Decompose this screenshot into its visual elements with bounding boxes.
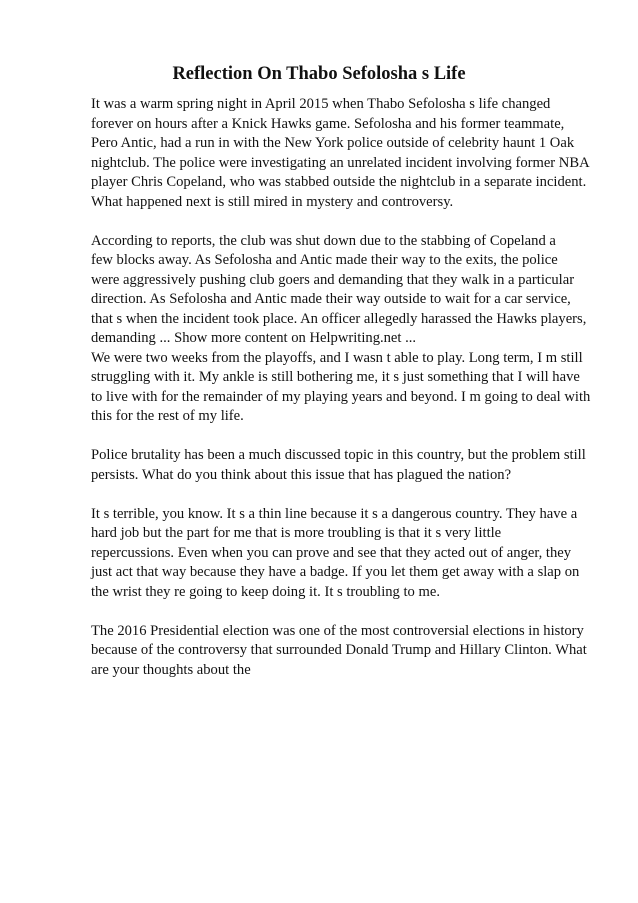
text-line: direction. As Sefolosha and Antic made their way outside to wait for a car service, (91, 291, 571, 307)
text-line: What happened next is still mired in mystery and controversy. (91, 193, 454, 210)
text-line: It was a warm spring night in April 2015 when Thabo Sefolosha s life changed (91, 96, 551, 112)
text-line: the wrist they re going to keep doing it. It s troubling to me. (91, 583, 440, 600)
document-title: Reflection On Thabo Sefolosha s Life (172, 64, 466, 84)
paragraph-4 (91, 446, 597, 485)
paragraph-5 (91, 505, 597, 603)
text-line: that s when the incident took place. An officer allegedly harassed the Hawks players, (91, 310, 587, 327)
text-line: repercussions. Even when you can prove and see that they acted out of anger, they (91, 544, 572, 561)
text-line: few blocks away. As Sefolosha and Antic made their way to the exits, the police (91, 252, 558, 268)
paragraph-2 (91, 232, 597, 349)
paragraph-3 (91, 349, 597, 427)
text-line: because of the controversy that surrounded Donald Trump and Hillary Clinton. What (91, 642, 587, 658)
text-line: Pero Antic, had a run in with the New York police outside of celebrity haunt 1 Oak (91, 135, 575, 151)
text-line: player Chris Copeland, who was stabbed outside the nightclub in a separate incident. (91, 174, 587, 190)
paragraph-6 (91, 622, 597, 681)
text-line: demanding ... Show more content on Helpwriting.net ... (91, 330, 417, 346)
text-line: to live with for the remainder of my playing years and beyond. I m going to deal with (91, 388, 591, 405)
document-body (91, 95, 597, 700)
text-line: were aggressively pushing club goers and demanding that they walk in a particular (91, 271, 575, 288)
text-line: According to reports, the club was shut down due to the stabbing of Copeland a (91, 232, 556, 249)
text-line: are your thoughts about the (91, 661, 251, 678)
text-line: hard job but the part for me that is more troubling is that it s very little (91, 525, 502, 541)
text-line: persists. What do you think about this issue that has plagued the nation? (91, 466, 512, 483)
text-line: struggling with it. My ankle is still bothering me, it s just something that I will have (91, 369, 580, 385)
text-line: It s terrible, you know. It s a thin line because it s a dangerous country. They have a (91, 505, 578, 522)
text-line: We were two weeks from the playoffs, and I wasn t able to play. Long term, I m still (91, 349, 583, 366)
text-line: nightclub. The police were investigating an unrelated incident involving former NBA (91, 154, 590, 171)
text-line: this for the rest of my life. (91, 408, 244, 424)
text-line: forever on hours after a Knick Hawks game. Sefolosha and his former teammate, (91, 115, 565, 132)
text-line: just act that way because they have a badge. If you let them get away with a slap on (91, 564, 580, 580)
text-line: The 2016 Presidential election was one of the most controversial elections in history (91, 622, 584, 639)
paragraph-1 (91, 95, 597, 212)
text-line: Police brutality has been a much discussed topic in this country, but the problem still (91, 447, 586, 463)
